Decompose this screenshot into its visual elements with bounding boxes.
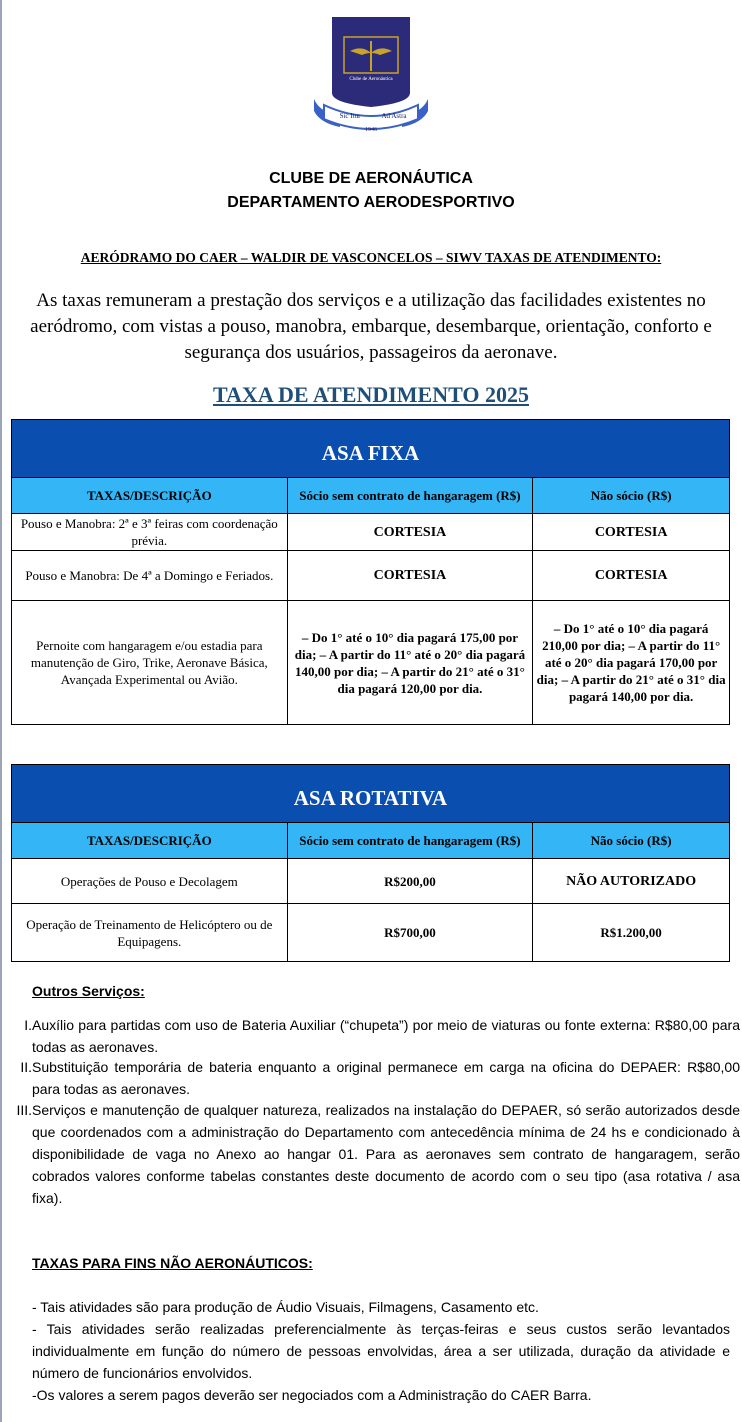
logo-motto-right: Ad Astra <box>381 112 407 120</box>
row-non-member-fee: R$1.200,00 <box>533 904 730 962</box>
row-member-fee: R$700,00 <box>287 904 533 962</box>
item-text: Auxílio para partidas com uso de Bateria Auxiliar (“chupeta”) por meio de viaturas ou fonte externa: R$80,00 para todas as aeronaves. <box>32 1017 740 1055</box>
page-border-line <box>0 0 2 1422</box>
item-text: Substituição temporária de bateria enquanto a original permanece em carga na oficina do DEPAER: R$80,00 para todas as aeronaves. <box>32 1059 740 1097</box>
row-description: Pouso e Manobra: De 4ª a Domingo e Feriados. <box>12 551 288 601</box>
row-description: Pouso e Manobra: 2ª e 3ª feiras com coordenação prévia. <box>12 514 288 551</box>
row-description: Pernoite com hangaragem e/ou estadia para manutenção de Giro, Trike, Aeronave Básica, Avançada Experimental ou Avião. <box>12 601 288 725</box>
table-row <box>12 859 730 904</box>
non-aero-paragraph-2: - Tais atividades serão realizadas preferencialmente às terças-feiras e seus custos serão levantados individualmente em função do número de pessoas envolvidas, área a ser utilizada, duração da atividade e número de funcionários envolvidos. <box>32 1321 730 1381</box>
col-header-member: Sócio sem contrato de hangaragem (R$) <box>287 823 533 859</box>
item-text: Serviços e manutenção de qualquer natureza, realizados na instalação do DEPAER, só serão autorizados desde que coordenados com a administração do Departamento com antecedência mínima de 24 hs e condicionado à disponibilidade de vaga no Anexo ao hangar 01. Para as aeronaves sem contrato de hangaragem, serão cobrados valores conforme tabelas constantes deste documento de acordo com o seu tipo (asa rotativa / asa fixa). <box>32 1102 740 1206</box>
other-services-title: Outros Serviços: <box>32 983 145 999</box>
table-row <box>12 514 730 551</box>
item-number: III. <box>16 1102 32 1118</box>
col-header-non-member: Não sócio (R$) <box>533 823 730 859</box>
aerodrome-subheading: AERÓDRAMO DO CAER – WALDIR DE VASCONCELOS – SIWV TAXAS DE ATENDIMENTO: <box>80 250 662 265</box>
row-non-member-fee: NÃO AUTORIZADO <box>533 859 730 904</box>
item-number: II. <box>20 1059 32 1075</box>
fixed-wing-title: ASA FIXA <box>12 420 730 478</box>
fee-title: TAXA DE ATENDIMENTO 2025 <box>213 382 529 407</box>
intro-paragraph: As taxas remuneram a prestação dos serviços e a utilização das facilidades existentes no aeródromo, com vistas a pouso, manobra, embarque, desembarque, orientação, conforto e segurança dos usuários, passageiros da aeronave. <box>30 290 712 363</box>
logo-caption: Clube de Aeronáutica <box>349 77 393 82</box>
rotary-wing-title: ASA ROTATIVA <box>12 765 730 823</box>
row-member-fee: R$200,00 <box>287 859 533 904</box>
fixed-wing-table <box>11 419 730 725</box>
col-header-non-member: Não sócio (R$) <box>533 478 730 514</box>
row-non-member-fee: – Do 1° até o 10° dia pagará 210,00 por dia; – A partir do 11° até o 20° dia pagará 170,00 por dia; – A partir do 21° até o 31° dia pagará 140,00 por dia. <box>533 601 730 725</box>
org-name: CLUBE DE AERONÁUTICA <box>269 170 473 187</box>
non-aero-paragraph-3: -Os valores a serem pagos deverão ser negociados com a Administração do CAER Barra. <box>32 1387 592 1403</box>
row-non-member-fee: CORTESIA <box>533 514 730 551</box>
rotary-wing-table <box>11 764 730 962</box>
club-emblem-logo <box>310 15 432 137</box>
row-description: Operações de Pouso e Decolagem <box>12 859 288 904</box>
col-header-description: TAXAS/DESCRIÇÃO <box>12 823 288 859</box>
row-member-fee: CORTESIA <box>287 551 533 601</box>
table-row <box>12 904 730 962</box>
row-member-fee: CORTESIA <box>287 514 533 551</box>
row-member-fee: – Do 1° até o 10° dia pagará 175,00 por dia; – A partir do 11° até o 20° dia pagará 140,00 por dia; – A partir do 21° até o 31° dia pagará 120,00 por dia. <box>287 601 533 725</box>
col-header-description: TAXAS/DESCRIÇÃO <box>12 478 288 514</box>
col-header-member: Sócio sem contrato de hangaragem (R$) <box>287 478 533 514</box>
item-number: I. <box>24 1017 32 1033</box>
logo-year: 1946 <box>365 127 377 133</box>
logo-motto-left: Sic Itur <box>339 112 361 120</box>
table-row <box>12 601 730 725</box>
department-name: DEPARTAMENTO AERODESPORTIVO <box>227 194 515 211</box>
non-aero-paragraph-1: - Tais atividades são para produção de Áudio Visuais, Filmagens, Casamento etc. <box>32 1299 539 1315</box>
row-description: Operação de Treinamento de Helicóptero ou de Equipagens. <box>12 904 288 962</box>
table-row <box>12 551 730 601</box>
row-non-member-fee: CORTESIA <box>533 551 730 601</box>
non-aero-title: TAXAS PARA FINS NÃO AERONÁUTICOS: <box>32 1255 313 1271</box>
